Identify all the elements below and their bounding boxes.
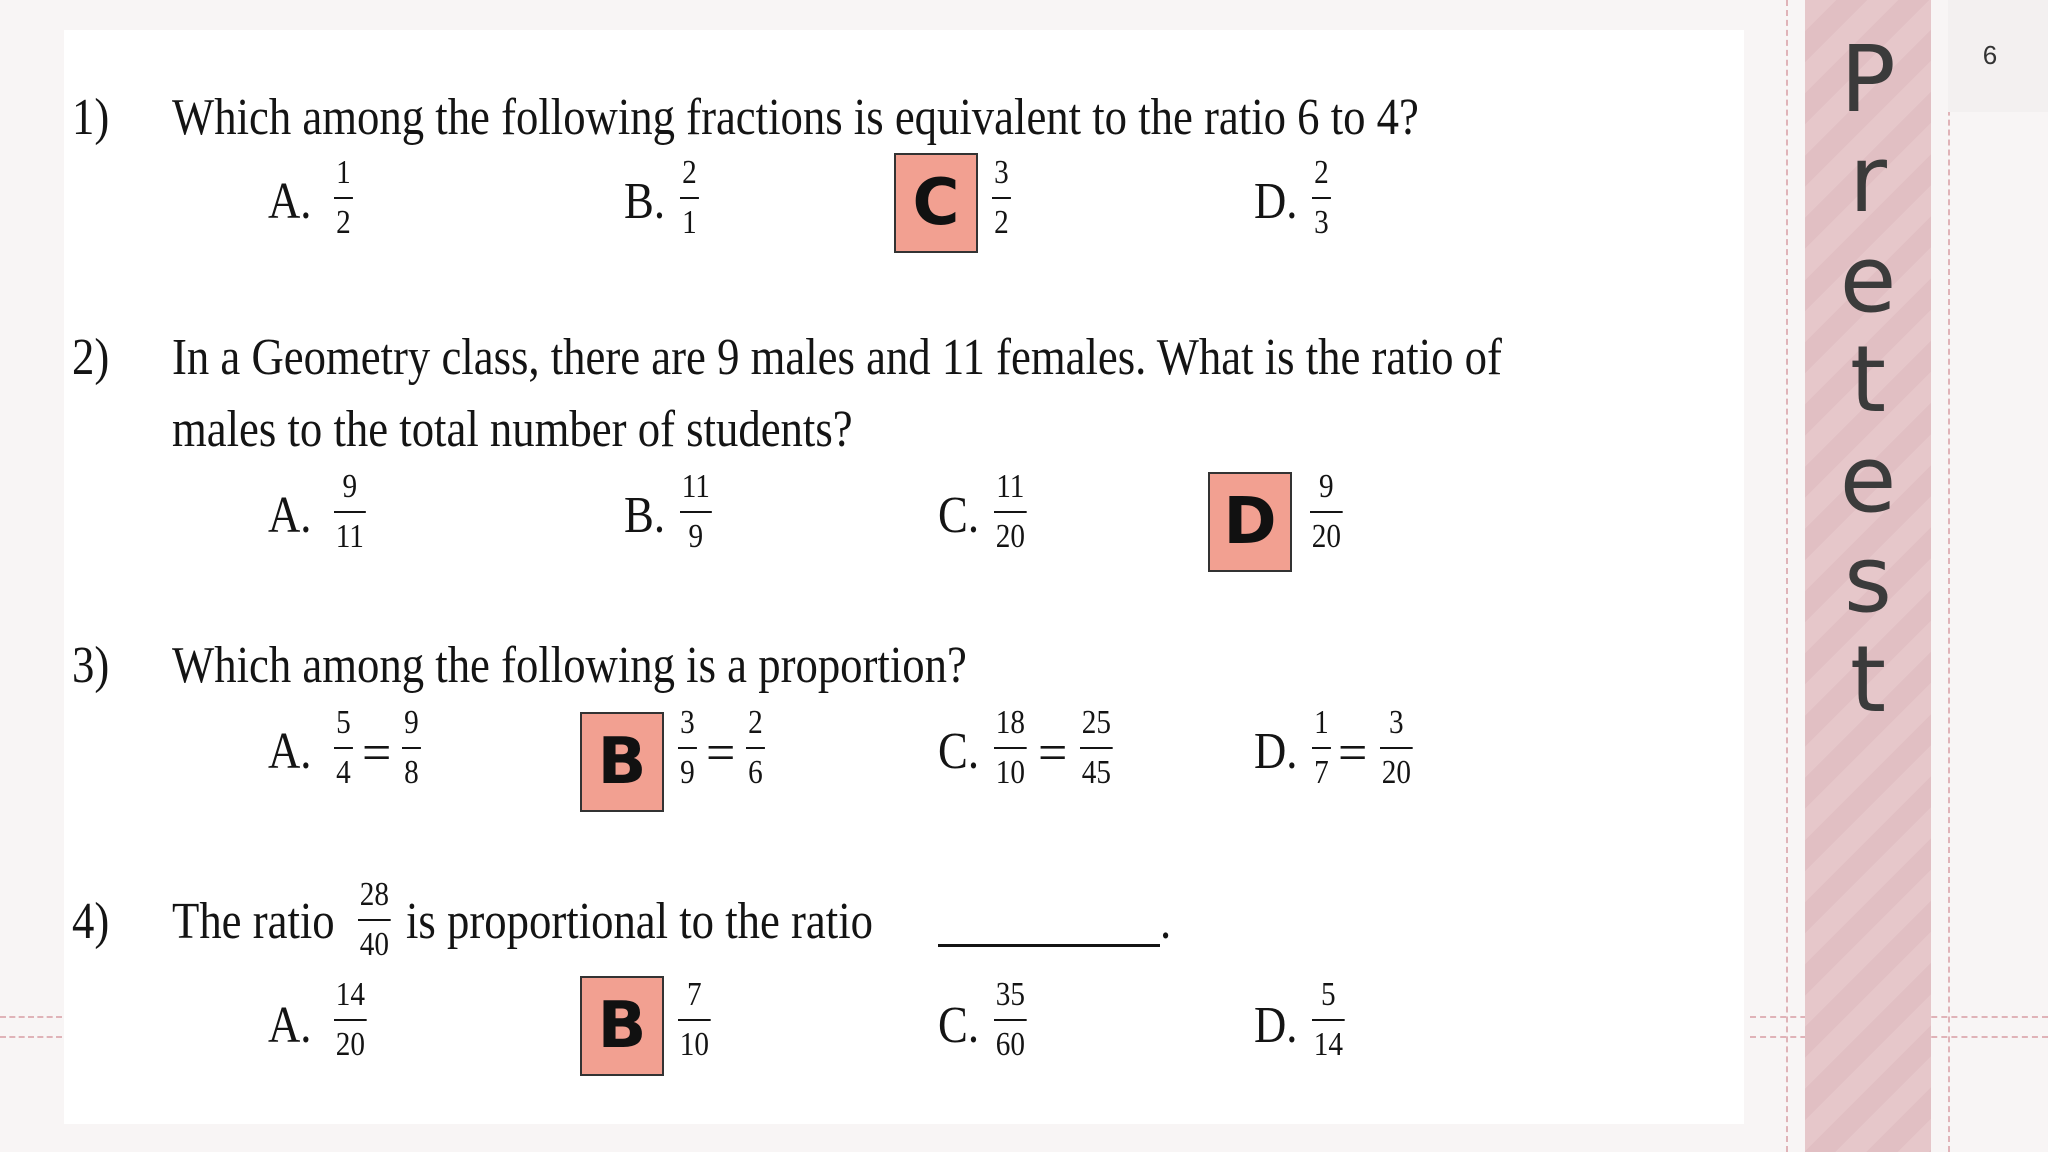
fraction: 5 14 (1313, 976, 1343, 1063)
fraction: 9 11 (335, 468, 364, 555)
option-letter: D. (1254, 723, 1298, 780)
equals-sign: = (362, 725, 392, 782)
option-letter: A. (268, 723, 312, 780)
question-text: The ratio (172, 893, 335, 950)
option-letter: C. (938, 723, 980, 780)
fraction: 11 20 (995, 468, 1025, 555)
option-letter: C. (938, 997, 980, 1054)
answer-box: B (580, 976, 664, 1076)
option-letter: A. (268, 997, 312, 1054)
option-letter: C. (938, 487, 980, 544)
equals-sign: = (1038, 725, 1068, 782)
equals-sign: = (1338, 725, 1368, 782)
guide-line (0, 1036, 62, 1038)
option-letter: D. (1254, 997, 1298, 1054)
answer-box: D (1208, 472, 1292, 572)
guide-line (1948, 0, 1950, 1152)
question-number: 2) (72, 329, 110, 386)
option-letter: B. (624, 173, 666, 230)
question-number: 4) (72, 893, 110, 950)
fraction: 25 45 (1081, 704, 1111, 791)
fraction: 2 1 (680, 156, 699, 240)
question-text: In a Geometry class, there are 9 males and 11 females. What is the ratio of (172, 329, 1502, 386)
fraction: 28 40 (359, 876, 389, 963)
fraction: 1 7 (1312, 706, 1331, 790)
fraction: 3 9 (678, 706, 697, 790)
question-text: is proportional to the ratio (406, 893, 873, 950)
answer-blank (938, 944, 1160, 947)
fraction: 5 4 (334, 706, 353, 790)
equals-sign: = (706, 725, 736, 782)
answer-box: B (580, 712, 664, 812)
question-number: 3) (72, 637, 110, 694)
fraction: 3 2 (992, 156, 1011, 240)
fraction: 14 20 (335, 976, 365, 1063)
option-letter: A. (268, 487, 312, 544)
answer-box: C (894, 153, 978, 253)
fraction: 1 2 (334, 156, 353, 240)
fraction: 9 20 (1311, 468, 1341, 555)
slide-title: P r e t e s t (1839, 26, 1897, 733)
question-text: Which among the following is a proportion? (172, 637, 967, 694)
question-period: . (1160, 893, 1172, 950)
fraction: 7 10 (679, 976, 709, 1063)
question-text: Which among the following fractions is equivalent to the ratio 6 to 4? (172, 89, 1419, 146)
fraction: 2 6 (746, 706, 765, 790)
fraction: 2 3 (1312, 156, 1331, 240)
fraction: 9 8 (402, 706, 421, 790)
option-letter: B. (624, 487, 666, 544)
question-text: males to the total number of students? (172, 401, 853, 458)
slide-number: 6 (1982, 40, 1998, 70)
option-letter: A. (268, 173, 312, 230)
option-letter: D. (1254, 173, 1298, 230)
fraction: 35 60 (995, 976, 1025, 1063)
fraction: 18 10 (995, 704, 1025, 791)
guide-line (0, 1016, 62, 1018)
fraction: 11 9 (681, 468, 710, 555)
guide-line (1786, 0, 1788, 1152)
question-number: 1) (72, 89, 110, 146)
fraction: 3 20 (1381, 704, 1411, 791)
